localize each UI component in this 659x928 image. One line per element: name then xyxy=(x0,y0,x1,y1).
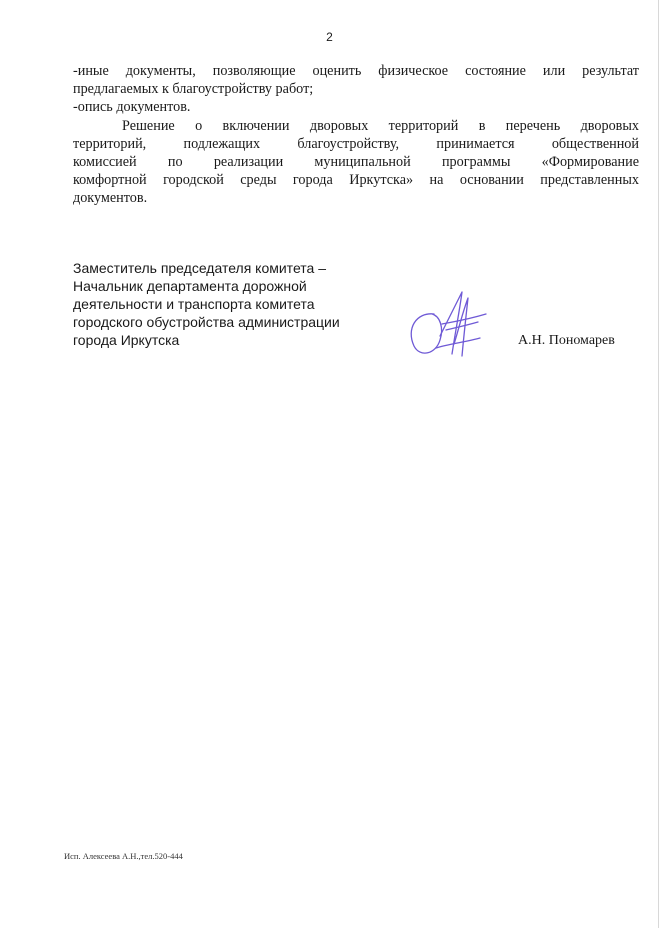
handwritten-signature xyxy=(396,284,496,364)
signer-position-line: Заместитель председателя комитета – xyxy=(73,260,326,276)
body-line: комфортной городской среды города Иркутска» на основании представленных xyxy=(73,172,639,188)
body-line: комиссией по реализации муниципальной программы «Формирование xyxy=(73,154,639,170)
signer-position-line: городского обустройства администрации xyxy=(73,314,340,330)
signer-position-line: города Иркутска xyxy=(73,332,180,348)
body-line: территорий, подлежащих благоустройству, принимается общественной xyxy=(73,136,639,152)
signer-name: А.Н. Пономарев xyxy=(518,333,615,348)
body-line: предлагаемых к благоустройству работ; xyxy=(73,81,314,97)
body-line: Решение о включении дворовых территорий в перечень дворовых xyxy=(122,118,639,134)
signer-position-line: деятельности и транспорта комитета xyxy=(73,296,315,312)
page-number: 2 xyxy=(326,30,333,44)
signer-position-line: Начальник департамента дорожной xyxy=(73,278,307,294)
body-line: -опись документов. xyxy=(73,99,191,115)
body-line: -иные документы, позволяющие оценить физическое состояние или результат xyxy=(73,63,639,79)
body-line: документов. xyxy=(73,190,148,206)
executor-note: Исп. Алексеева А.Н.,тел.520-444 xyxy=(64,851,183,861)
